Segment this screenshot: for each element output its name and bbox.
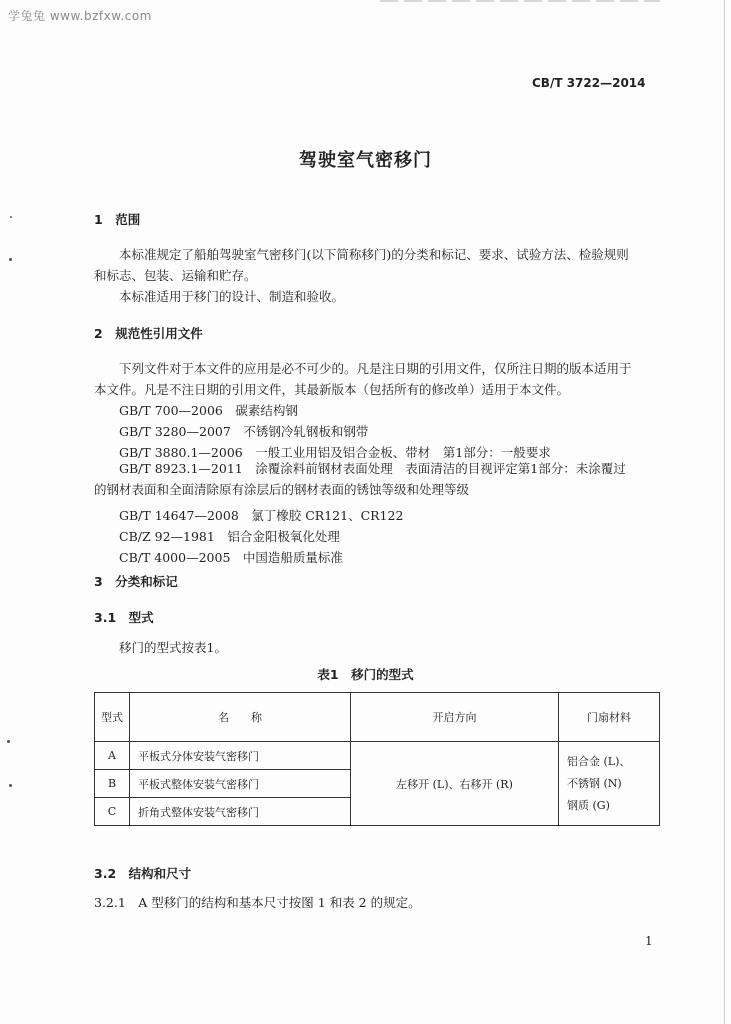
document-title: 驾驶室气密移门 bbox=[299, 150, 432, 171]
section-1-heading: 1 范围 bbox=[94, 212, 141, 227]
reference-item: CB/T 4000—2005 中国造船质量标准 bbox=[119, 550, 343, 565]
cell-type: B bbox=[95, 770, 130, 798]
table-row bbox=[95, 742, 660, 770]
header-type: 型式 bbox=[95, 693, 130, 742]
section-1-paragraph: 本标准规定了船舶驾驶室气密移门(以下简称移门)的分类和标记、要求、试验方法、检验规则和标志、包装、运输和贮存。 bbox=[94, 247, 629, 283]
reference-item: GB/T 3280—2007 不锈钢冷轧钢板和钢带 bbox=[119, 424, 369, 439]
section-3-1-heading: 3.1 型式 bbox=[94, 610, 154, 625]
header-direction: 开启方向 bbox=[351, 693, 559, 742]
scan-dot bbox=[9, 258, 12, 261]
section-1-paragraph-2: 本标准适用于移门的设计、制造和验收。 bbox=[119, 289, 345, 304]
cell-type: A bbox=[95, 742, 130, 770]
table-header-row bbox=[95, 693, 660, 742]
reference-item: GB/T 8923.1—2011 涂覆涂料前钢材表面处理 表面清洁的目视评定第1部分：未涂覆过的钢材表面和全面清除原有涂层后的钢材表面的锈蚀等级和处理等级 bbox=[94, 461, 626, 497]
page-number: 1 bbox=[645, 934, 653, 948]
section-3-heading: 3 分类和标记 bbox=[94, 574, 178, 589]
section-3-1-text: 移门的型式按表1。 bbox=[119, 640, 227, 655]
scan-dot bbox=[7, 740, 10, 743]
table-caption: 表1 移门的型式 bbox=[317, 667, 414, 682]
cell-material bbox=[559, 742, 660, 826]
door-type-table bbox=[94, 692, 660, 826]
cell-name: 折角式整体安装气密移门 bbox=[130, 798, 351, 826]
section-3-2-1-text: 3.2.1 A 型移门的结构和基本尺寸按图 1 和表 2 的规定。 bbox=[94, 895, 421, 910]
section-2-heading: 2 规范性引用文件 bbox=[94, 326, 203, 341]
section-2-paragraph: 下列文件对于本文件的应用是必不可少的。凡是注日期的引用文件，仅所注日期的版本适用于本文件。凡是不注日期的引用文件，其最新版本（包括所有的修改单）适用于本文件。 bbox=[94, 361, 632, 397]
standard-code: CB/T 3722—2014 bbox=[532, 76, 646, 90]
cell-direction: 左移开 (L)、右移开 (R) bbox=[351, 742, 559, 826]
header-material: 门扇材料 bbox=[559, 693, 660, 742]
scan-dot bbox=[9, 784, 12, 787]
watermark: 学兔兔 www.bzfxw.com bbox=[8, 9, 152, 23]
reference-item: GB/T 14647—2008 氯丁橡胶 CR121、CR122 bbox=[119, 508, 404, 523]
scan-artifact bbox=[380, 0, 660, 2]
cell-type: C bbox=[95, 798, 130, 826]
material-aluminum: 铝合金 (L)、 bbox=[567, 754, 631, 768]
material-stainless: 不锈钢 (N) bbox=[567, 776, 622, 790]
section-3-2-heading: 3.2 结构和尺寸 bbox=[94, 866, 192, 881]
cell-name: 平板式整体安装气密移门 bbox=[130, 770, 351, 798]
cell-name: 平板式分体安装气密移门 bbox=[130, 742, 351, 770]
header-name: 名 称 bbox=[130, 693, 351, 742]
reference-item: CB/Z 92—1981 铝合金阳极氧化处理 bbox=[119, 529, 340, 544]
material-steel: 钢质 (G) bbox=[567, 798, 610, 812]
scan-dot bbox=[10, 216, 12, 218]
reference-item: GB/T 700—2006 碳素结构钢 bbox=[119, 403, 298, 418]
reference-item: GB/T 3880.1—2006 一般工业用铝及铝合金板、带材 第1部分：一般要求 bbox=[119, 445, 551, 460]
